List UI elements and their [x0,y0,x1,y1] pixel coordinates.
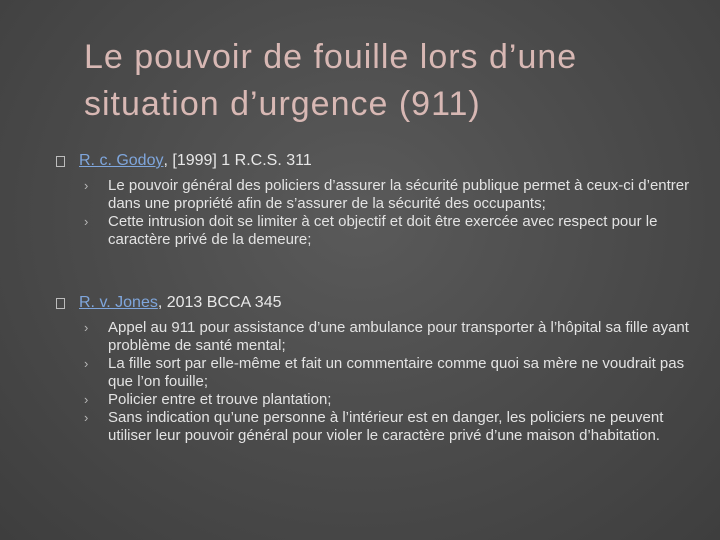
case-citation: , 2013 BCCA 345 [157,294,282,311]
list-item [84,177,696,213]
point-text: La fille sort par elle-même et fait un commentaire comme quoi sa mère ne voudrait pas que l’on fouille; [108,355,685,390]
title-line-1: Le pouvoir de fouille lors d’une [84,38,578,76]
case-points [56,177,696,249]
case-heading [56,293,696,313]
point-text: Appel au 911 pour assistance d’une ambulance pour transporter à l’hôpital sa fille ayant problème de santé mental; [108,319,689,354]
list-item [84,391,696,409]
point-text: Policier entre et trouve plantation; [108,391,332,408]
title-line-2: situation d’urgence (911) [84,85,481,123]
case-link-jones[interactable]: R. v. Jones [79,294,158,311]
case-heading [56,151,696,171]
slide-title [84,34,684,128]
square-bullet-icon [56,156,65,167]
list-item [84,409,696,445]
point-text: Cette intrusion doit se limiter à cet objectif et doit être exercée avec respect pour le caractère privé de la demeure; [108,213,658,248]
chevron-right-icon: › [84,392,89,407]
case-points [56,319,696,445]
point-text: Le pouvoir général des policiers d’assurer la sécurité publique permet à ceux-ci d’entrer dans une propriété afin de s’assurer de la sécurité des occupants; [108,177,690,212]
chevron-right-icon: › [84,178,89,193]
case-jones [56,293,696,445]
list-item [84,213,696,249]
case-citation: , [1999] 1 R.C.S. 311 [163,152,312,169]
point-text: Sans indication qu’une personne à l’intérieur est en danger, les policiers ne peuvent utiliser leur pouvoir général pour violer le caractère privé d’une maison d’habitation. [108,409,664,444]
list-item [84,355,696,391]
chevron-right-icon: › [84,410,89,425]
list-item [84,319,696,355]
chevron-right-icon: › [84,356,89,371]
chevron-right-icon: › [84,320,89,335]
case-godoy [56,151,696,249]
square-bullet-icon [56,298,65,309]
case-link-godoy[interactable]: R. c. Godoy [79,152,164,169]
chevron-right-icon: › [84,214,89,229]
